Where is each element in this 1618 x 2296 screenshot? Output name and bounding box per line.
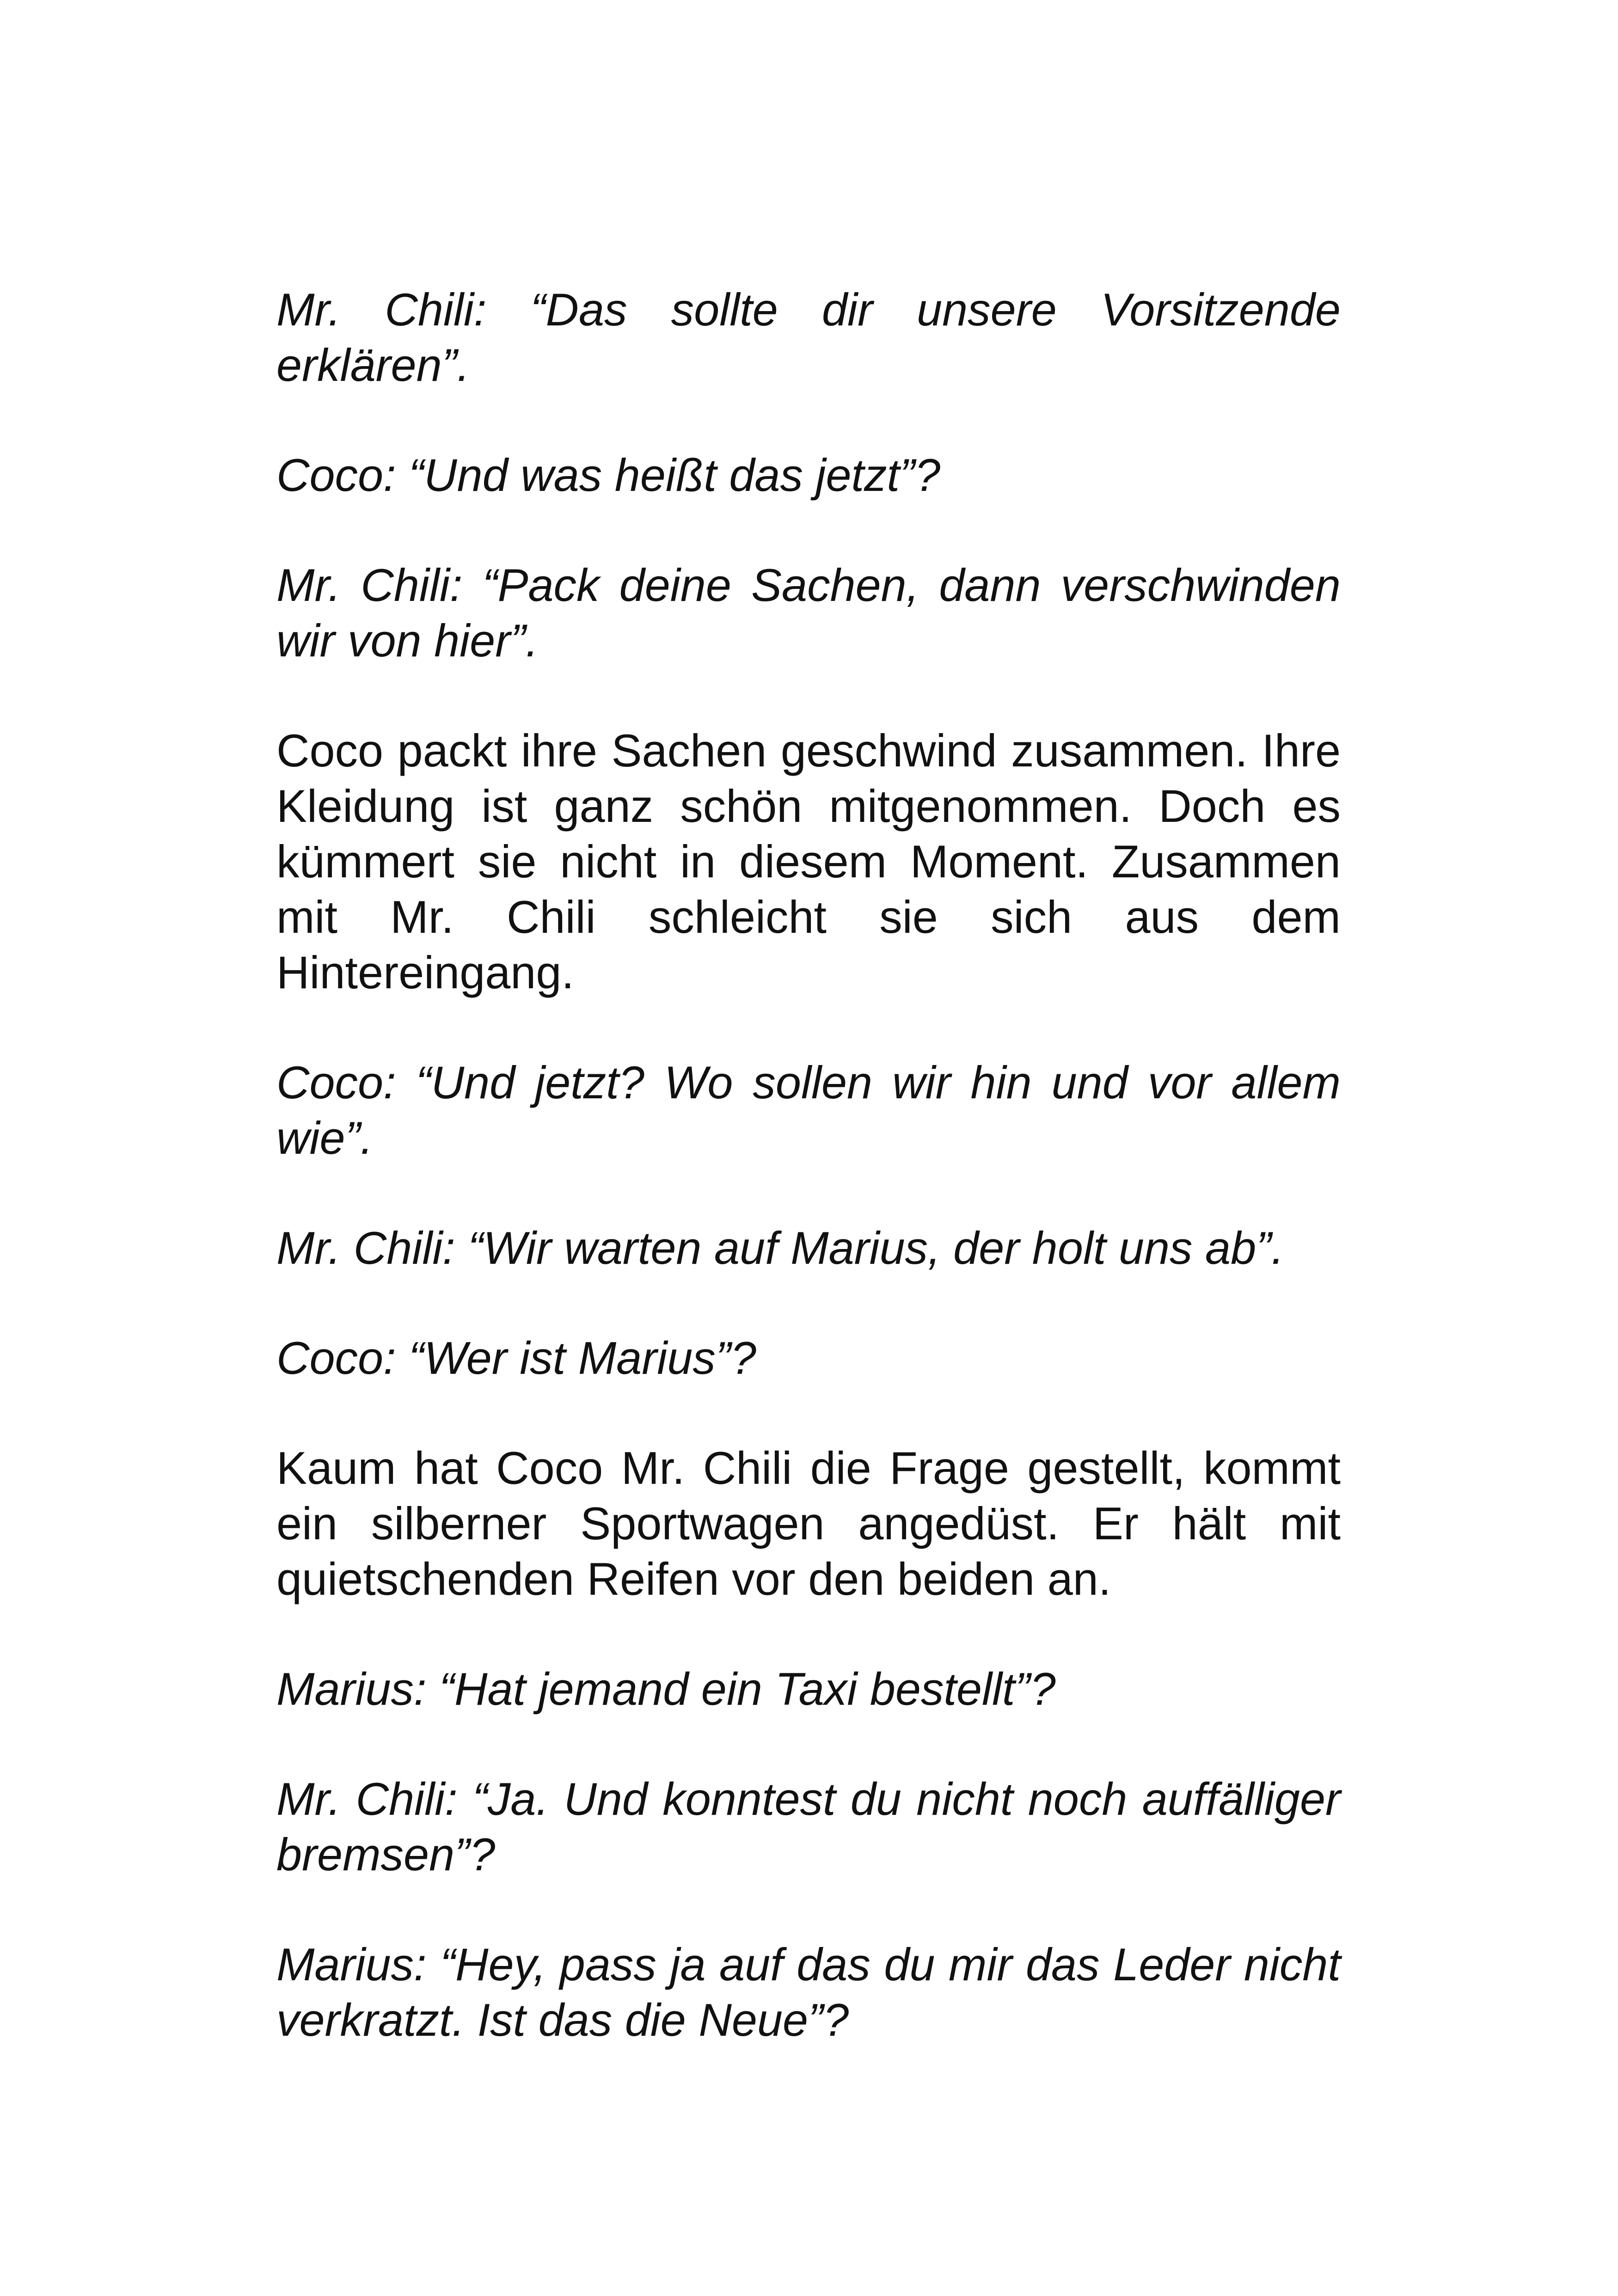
dialogue-paragraph: Marius: “Hat jemand ein Taxi bestellt”?	[276, 1663, 1056, 1714]
narration-paragraph: Kaum hat Coco Mr. Chili die Frage gestellt, kommt ein silberner Sportwagen angedüst. Er hält mit quietschenden Reifen vor den beiden an.	[276, 1442, 1341, 1604]
dialogue-paragraph: Mr. Chili: “Wir warten auf Marius, der holt uns ab”.	[276, 1222, 1284, 1274]
document-body	[276, 282, 1341, 2102]
dialogue-paragraph: Mr. Chili: “Pack deine Sachen, dann verschwinden wir von hier”.	[276, 559, 1341, 666]
dialogue-paragraph: Mr. Chili: “Ja. Und konntest du nicht noch auffälliger bremsen”?	[276, 1773, 1341, 1880]
dialogue-paragraph: Coco: “Wer ist Marius”?	[276, 1332, 756, 1384]
narration-paragraph: Coco packt ihre Sachen geschwind zusammen. Ihre Kleidung ist ganz schön mitgenommen. Doch es kümmert sie nicht in diesem Moment. Zusammen mit Mr. Chili schleicht sie sich aus dem Hintereingang.	[276, 725, 1341, 998]
dialogue-paragraph: Marius: “Hey, pass ja auf das du mir das Leder nicht verkratzt. Ist das die Neue”?	[276, 1939, 1341, 2045]
dialogue-paragraph: Coco: “Und was heißt das jetzt”?	[276, 449, 941, 501]
dialogue-paragraph: Coco: “Und jetzt? Wo sollen wir hin und vor allem wie”.	[276, 1057, 1341, 1163]
dialogue-paragraph: Mr. Chili: “Das sollte dir unsere Vorsitzende erklären”.	[276, 284, 1341, 391]
